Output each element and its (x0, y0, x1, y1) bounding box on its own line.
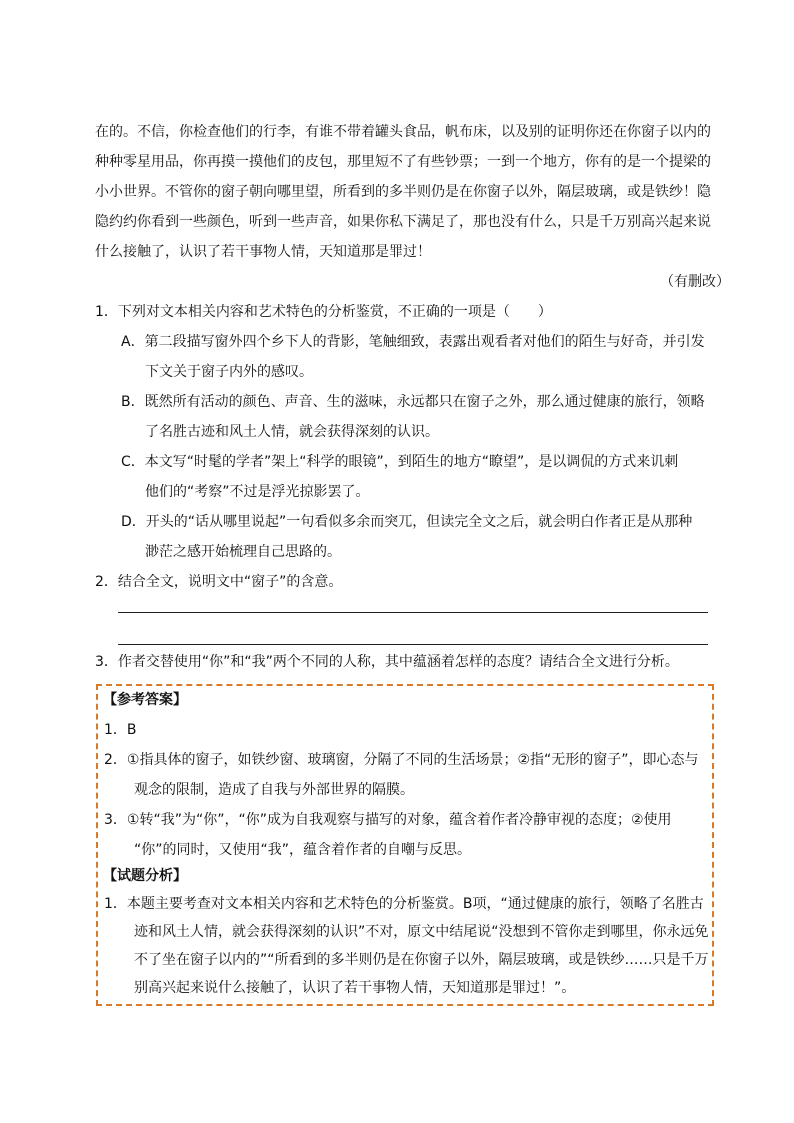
answer-2: 2．①指具体的窗子，如铁纱窗、玻璃窗，分隔了不同的生活场景；②指“无形的窗子”，即心态与 (104, 752, 699, 768)
analysis-line: 迹和风土人情，就会获得深刻的认识”不对，原文中结尾说“没想到不管你走到哪里，你永远免 (134, 924, 709, 940)
analysis-heading: 【试题分析】 (103, 868, 187, 884)
passage-line: 小小世界。不管你的窗子朝向哪里望，所看到的多半则仍是在你窗子以外，隔层玻璃，或是铁纱！隐 (95, 184, 711, 200)
source-note: （有删改） (660, 274, 730, 290)
answer-3-cont: “你”的同时，又使用“我”，蕴含着作者的自嘲与反思。 (134, 842, 472, 858)
passage-line: 在的。不信，你检查他们的行李，有谁不带着罐头食品，帆布床，以及别的证明你还在你窗子以内的 (95, 124, 711, 140)
option-c: C．本文写“时髦的学者”架上“科学的眼镜”，到陌生的地方“瞭望”，是以调侃的方式来讥刺 (121, 454, 679, 470)
option-b: B．既然所有活动的颜色、声音、生的滋味，永远都只在窗子之外，那么通过健康的旅行，领略 (121, 394, 705, 410)
option-d-cont: 渺茫之感开始梳理自己思路的。 (145, 544, 341, 560)
answer-2-cont: 观念的限制，造成了自我与外部世界的隔膜。 (134, 782, 414, 798)
passage-line: 什么接触了，认识了若干事物人情，天知道那是罪过！ (95, 244, 431, 260)
option-b-cont: 了名胜古迹和风土人情，就会获得深刻的认识。 (145, 424, 439, 440)
option-a: A．第二段描写窗外四个乡下人的背影，笔触细致，表露出观看者对他们的陌生与好奇，并引发 (121, 334, 705, 350)
answer-line[interactable] (118, 612, 708, 613)
answer-1: 1．B (104, 722, 137, 738)
answer-3: 3．①转“我”为“你”，“你”成为自我观察与描写的对象，蕴含着作者冷静审视的态度；②使用 (104, 812, 672, 828)
answer-heading: 【参考答案】 (103, 692, 187, 708)
answer-line[interactable] (118, 644, 708, 645)
option-a-cont: 下文关于窗子内外的感叹。 (145, 364, 313, 380)
passage-line: 种种零星用品，你再摸一摸他们的皮包，那里短不了有些钞票；一到一个地方，你有的是一个提梁的 (95, 154, 711, 170)
question-3-stem: 3．作者交替使用“你”和“我”两个不同的人称，其中蕴涵着怎样的态度？请结合全文进行分析。 (95, 654, 679, 670)
question-1-stem: 1．下列对文本相关内容和艺术特色的分析鉴赏，不正确的一项是（ ） (95, 304, 552, 320)
option-c-cont: 他们的“考察”不过是浮光掠影罢了。 (145, 484, 370, 500)
question-2-stem: 2．结合全文，说明文中“窗子”的含意。 (95, 574, 343, 590)
option-d: D．开头的“话从哪里说起”一句看似多余而突兀，但读完全文之后，就会明白作者正是从那种 (121, 514, 693, 530)
analysis-line: 别高兴起来说什么接触了，认识了若干事物人情，天知道那是罪过！”。 (134, 980, 576, 996)
analysis-line: 不了坐在窗子以内的”“所看到的多半则仍是在你窗子以外，隔层玻璃，或是铁纱……只是千万 (134, 952, 709, 968)
passage-line: 隐约约你看到一些颜色，听到一些声音，如果你私下满足了，那也没有什么，只是千万别高兴起来说 (95, 214, 711, 230)
analysis-line: 1．本题主要考查对文本相关内容和艺术特色的分析鉴赏。B项，“通过健康的旅行，领略了名胜古 (104, 896, 704, 912)
